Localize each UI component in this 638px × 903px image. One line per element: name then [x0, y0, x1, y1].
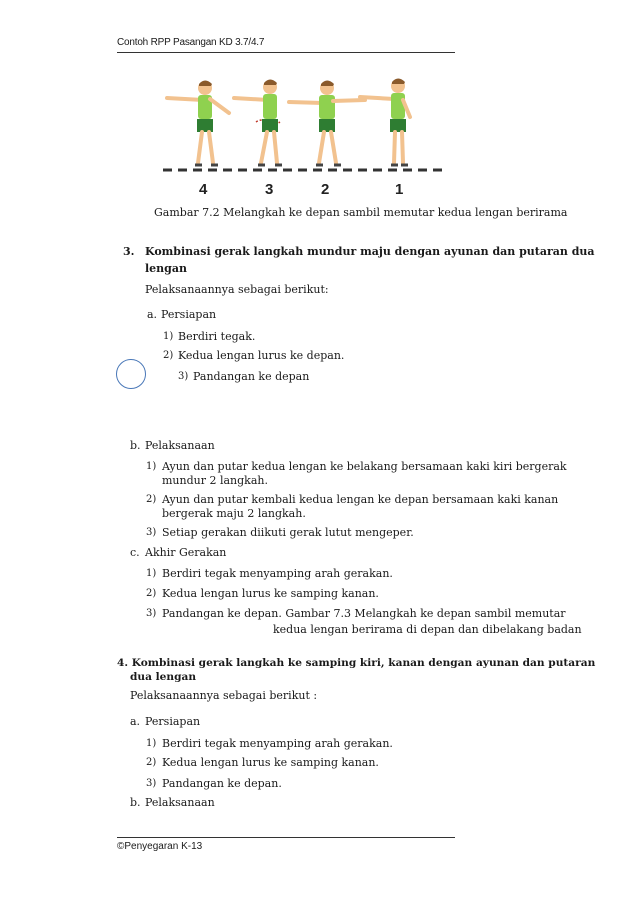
list-number: 1)	[146, 738, 157, 749]
list-item-cont: kedua lengan berirama di depan dan dibelakang badan	[273, 623, 582, 636]
list-item: Pandangan ke depan.	[162, 777, 282, 790]
section3-b-marker: b.	[130, 439, 141, 452]
section3-a-label: Persiapan	[161, 308, 217, 321]
section3-c-label: Akhir Gerakan	[145, 546, 227, 559]
header-rule	[117, 52, 455, 53]
figure-3	[234, 80, 282, 166]
figure-illustration	[155, 70, 455, 200]
page-header: Contoh RPP Pasangan KD 3.7/4.7	[117, 37, 265, 48]
list-item: Berdiri tegak menyamping arah gerakan.	[162, 737, 393, 750]
section4-title-line1: 4. Kombinasi gerak langkah ke samping kiri, kanan dengan ayunan dan putaran	[117, 657, 596, 669]
figure-label-2: 2	[321, 181, 330, 198]
list-number: 2)	[146, 588, 157, 599]
list-item: Ayun dan putar kedua lengan ke belakang bersamaan kaki kiri bergerak	[162, 460, 567, 473]
list-item: Pandangan ke depan	[193, 370, 310, 383]
list-item: Kedua lengan lurus ke samping kanan.	[162, 756, 379, 769]
section3-title-line1: Kombinasi gerak langkah mundur maju dengan ayunan dan putaran dua	[145, 245, 595, 258]
section3-title-line2: lengan	[145, 262, 187, 275]
list-number: 1)	[146, 461, 157, 472]
list-number: 3)	[146, 778, 157, 789]
section4-a-marker: a.	[130, 715, 141, 728]
list-number: 2)	[163, 350, 174, 361]
section3-intro: Pelaksanaannya sebagai berikut:	[145, 283, 329, 296]
list-number: 3)	[146, 608, 157, 619]
list-item-cont: mundur 2 langkah.	[162, 474, 268, 487]
list-item: Ayun dan putar kembali kedua lengan ke depan bersamaan kaki kanan	[162, 493, 559, 506]
list-number: 1)	[163, 331, 174, 342]
list-number: 3)	[178, 371, 189, 382]
section4-b-marker: b.	[130, 796, 141, 809]
list-number: 3)	[146, 527, 157, 538]
list-item-cont: bergerak maju 2 langkah.	[162, 507, 306, 520]
list-number: 2)	[146, 757, 157, 768]
figure-label-4: 4	[199, 181, 208, 198]
section4-title-line2: dua lengan	[130, 671, 197, 683]
figure-1	[360, 79, 410, 166]
section4-intro: Pelaksanaannya sebagai berikut :	[130, 689, 318, 702]
figure-label-1: 1	[395, 181, 404, 198]
section3-c-marker: c.	[130, 546, 140, 559]
list-item: Kedua lengan lurus ke depan.	[178, 349, 345, 362]
figure-caption: Gambar 7.2 Melangkah ke depan sambil memutar kedua lengan berirama	[154, 206, 568, 219]
figure-4	[167, 81, 229, 166]
list-number: 2)	[146, 494, 157, 505]
list-item: Berdiri tegak.	[178, 330, 256, 343]
list-number: 1)	[146, 568, 157, 579]
section3-a-marker: a.	[147, 308, 158, 321]
section4-b-label: Pelaksanaan	[145, 796, 215, 809]
list-item: Pandangan ke depan. Gambar 7.3 Melangkah ke depan sambil memutar	[162, 607, 566, 620]
section3-number: 3.	[123, 245, 135, 258]
figure-2	[289, 81, 365, 166]
page-footer: ©Penyegaran K-13	[117, 841, 203, 852]
section3-b-label: Pelaksanaan	[145, 439, 215, 452]
circle-marker	[116, 359, 146, 389]
list-item: Kedua lengan lurus ke samping kanan.	[162, 587, 379, 600]
list-item: Berdiri tegak menyamping arah gerakan.	[162, 567, 393, 580]
list-item: Setiap gerakan diikuti gerak lutut mengeper.	[162, 526, 414, 539]
figure-label-3: 3	[265, 181, 274, 198]
footer-rule	[117, 837, 455, 838]
section4-a-label: Persiapan	[145, 715, 201, 728]
